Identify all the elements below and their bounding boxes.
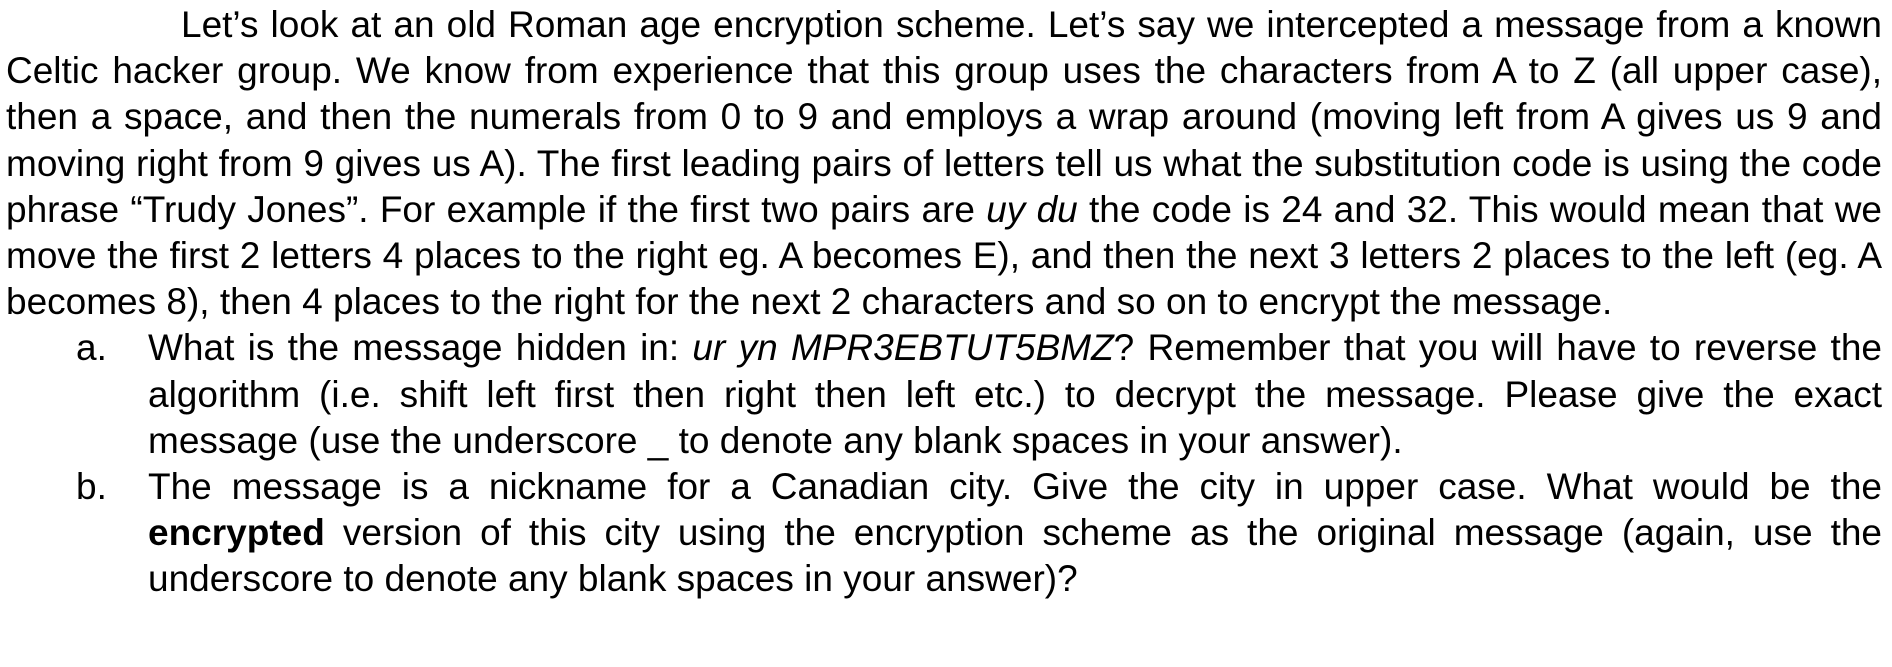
example-code-pairs: uy du <box>986 188 1078 230</box>
question-a-text-2: ? Remember that you will have to reverse the algorithm (i.e. shift left first then right then left etc.) to decrypt the message. Please give the exact message (use the underscore _ to denote any blank spaces in your answer). <box>148 327 1882 461</box>
question-b-text-1: The message is a nickname for a Canadian city. Give the city in upper case. What would be the <box>148 466 1882 508</box>
intro-text-1: Let’s look at an old Roman age encryption scheme. Let’s say we intercepted a message from a known Celtic hacker group. We know from experience that this group uses the characters from A to Z (all upper case), then a space, and then the numerals from 0 to 9 and employs a wrap around (moving left from A gives us 9 and moving right from 9 gives us A). The first leading pairs of letters tell us what the substitution code is using the code phrase “Trudy Jones”. For example if the first two pairs are <box>6 4 1882 230</box>
intro-paragraph <box>6 2 1882 325</box>
question-a-text-1: What is the message hidden in: <box>148 327 693 369</box>
intro-text-2: the code is 24 and 32. This would mean that we move the first 2 letters 4 places to the right eg. A becomes E), and then the next 3 letters 2 places to the left (eg. A becomes 8), then 4 places to the right for the next 2 characters and so on to encrypt the message. <box>6 188 1882 323</box>
question-list <box>6 325 1882 602</box>
question-b-text-2: version of this city using the encryption scheme as the original message (again, use the underscore to denote any blank spaces in your answer)? <box>148 512 1882 600</box>
question-b <box>6 464 1882 603</box>
encrypted-message: ur yn MPR3EBTUT5BMZ <box>692 327 1114 369</box>
question-a-marker: a. <box>76 327 107 369</box>
question-b-marker: b. <box>76 466 107 508</box>
document-page <box>6 2 1882 603</box>
encrypted-keyword: encrypted <box>148 512 325 554</box>
question-a <box>6 325 1882 464</box>
